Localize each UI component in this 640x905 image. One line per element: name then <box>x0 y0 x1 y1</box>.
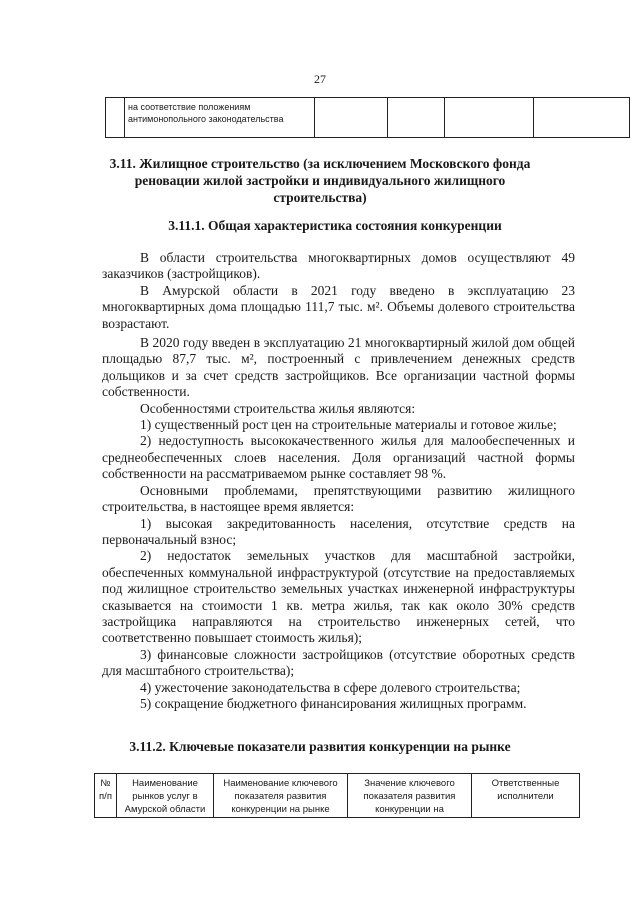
paragraph: В Амурской области в 2021 году введено в эксплуатацию 23 многоквартирных дома площадью 111,7 тыс. м². Объемы долевого строительства возрастают. <box>102 282 575 331</box>
subsection-title: 3.11.1. Общая характеристика состояния конкуренции <box>168 218 502 233</box>
paragraph: В области строительства многоквартирных домов осуществляют 49 заказчиков (застройщиков). <box>102 250 575 282</box>
table-cell <box>106 98 125 138</box>
paragraph: 3) финансовые сложности застройщиков (отсутствие оборотных средств для масштабного строительства); <box>102 646 575 679</box>
column-header-market: Наименование рынков услуг в Амурской области <box>117 774 214 818</box>
subsection-title: 3.11.2. Ключевые показатели развития конкуренции на рынке <box>129 739 511 754</box>
column-header-value: Значение ключевого показателя развития конкуренции на <box>348 774 472 818</box>
paragraph: Особенностями строительства жилья являются: <box>140 400 416 416</box>
paragraph: 2) недоступность высококачественного жилья для малообеспеченных и среднеобеспеченных слоев населения. Доля организаций частной формы собственности на рассматриваемом рынке составляет 98 %. <box>102 433 575 482</box>
paragraph: 5) сокращение бюджетного финансирования жилищных программ. <box>140 695 527 711</box>
table-cell <box>315 98 388 138</box>
column-header-responsible: Ответственные исполнители <box>472 774 580 818</box>
column-header-number: № п/п <box>95 774 117 818</box>
table-header-row <box>95 774 580 818</box>
paragraph: 1) существенный рост цен на строительные материалы и готовое жилье; <box>140 417 557 433</box>
column-header-indicator: Наименование ключевого показателя развития конкуренции на рынке <box>214 774 348 818</box>
paragraph: В 2020 году введен в эксплуатацию 21 многоквартирный жилой дом общей площадью 87,7 тыс. м², построенный с привлечением денежных средств дольщиков и за счет средств застройщиков. Все организации частной формы собственности. <box>102 335 575 400</box>
paragraph: 4) ужесточение законодательства в сфере долевого строительства; <box>140 679 521 695</box>
indicators-table <box>94 773 580 818</box>
top-table-fragment <box>105 97 630 138</box>
table-cell <box>445 98 534 138</box>
table-cell <box>388 98 445 138</box>
paragraph: 1) высокая закредитованность населения, отсутствие средств на первоначальный взнос; <box>102 515 575 547</box>
paragraph: Основными проблемами, препятствующими развитию жилищного строительства, в настоящее время является: <box>102 482 575 515</box>
section-title: 3.11. Жилищное строительство (за исключением Московского фонда реновации жилой застройки и индивидуального жилищного строительства) <box>109 156 531 205</box>
table-row <box>106 98 630 138</box>
table-cell-text: на соответствие положениям антимонопольного законодательства <box>125 98 315 138</box>
body-text <box>102 250 575 712</box>
page-number: 27 <box>314 72 326 86</box>
table-cell <box>534 98 630 138</box>
paragraph: 2) недостаток земельных участков для масштабной застройки, обеспеченных коммунальной инфраструктурой (отсутствие на предоставляемых под жилищное строительство земельных участках инженерной инфраструктуры сказывается на стоимости 1 кв. метра жилья, так как около 30% средств застройщика направляются на строительство инженерных сетей, что соответственно повышает стоимость жилья); <box>102 548 575 646</box>
